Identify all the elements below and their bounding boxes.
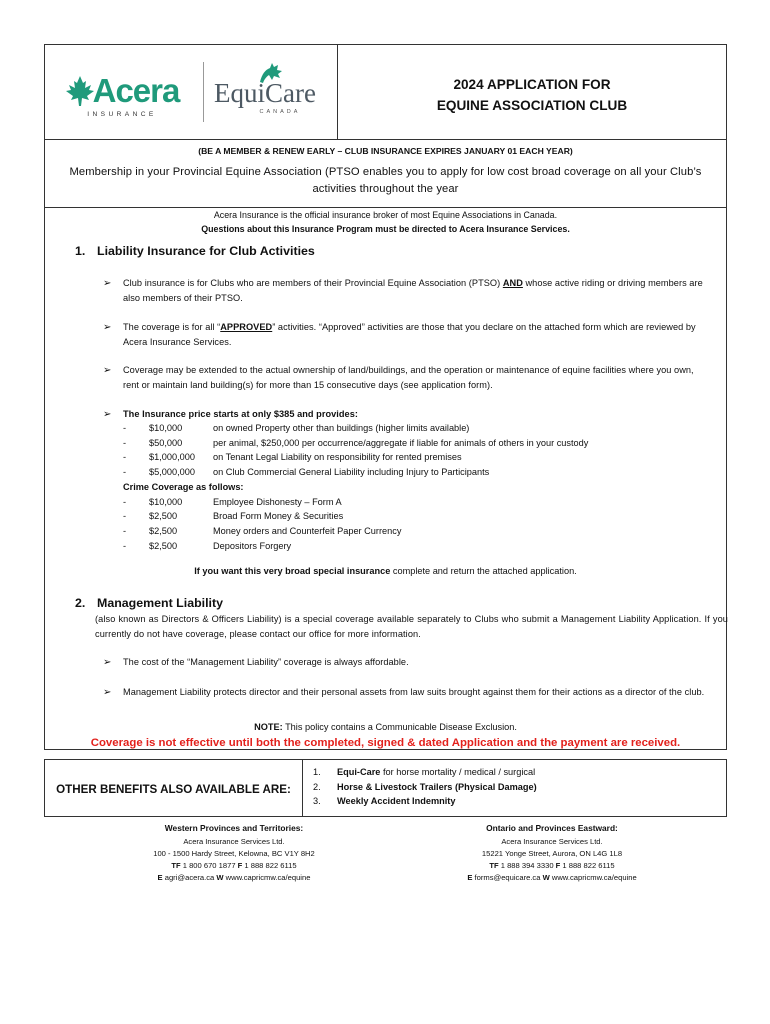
benefit-item: 3. Weekly Accident Indemnity xyxy=(313,796,456,807)
crime-heading: Crime Coverage as follows: xyxy=(123,481,244,492)
section-1-bullet-2: ➢ The coverage is for all “APPROVED” activities. “Approved” activities are those that you declare on the attached form which are reviewed by Acera Insurance Services. xyxy=(103,322,696,347)
main-content-box xyxy=(44,140,727,750)
eastern-phone: TF 1 888 394 3330 F 1 888 822 6115 xyxy=(489,860,615,870)
crime-item: - $2,500 Depositors Forgery xyxy=(123,540,292,551)
equicare-logo-text: EquiCare xyxy=(214,77,316,108)
logo-divider xyxy=(203,62,204,122)
renewal-notice: (BE A MEMBER & RENEW EARLY – CLUB INSURANCE EXPIRES JANUARY 01 EACH YEAR) xyxy=(198,146,573,156)
section-1-title: Liability Insurance for Club Activities xyxy=(97,244,315,258)
section-2-bullet-2: ➢ Management Liability protects director and their personal assets from law suits brought against them for their actions as a director of the club. xyxy=(123,685,707,700)
coverage-warning: Coverage is not effective until both the completed, signed & dated Application and the payment are received. xyxy=(90,737,681,749)
western-address: 100 - 1500 Hardy Street, Kelowna, BC V1Y 8H2 xyxy=(153,848,315,858)
eastern-address: 15221 Yonge Street, Aurora, ON L4G 1L8 xyxy=(481,848,623,858)
benefit-item: 2. Horse & Livestock Trailers (Physical Damage) xyxy=(313,781,537,792)
eastern-contact xyxy=(432,822,672,883)
equicare-logo xyxy=(214,68,316,117)
western-email-web: E agri@acera.ca W www.capricmw.ca/equine xyxy=(157,872,311,882)
application-cta: If you want this very broad special insurance complete and return the attached application. xyxy=(194,566,577,576)
western-email-link[interactable]: agri@acera.ca xyxy=(162,872,217,882)
membership-text: Membership in your Provincial Equine Association (PTSO enables you to apply for low cost broad coverage on all your Club’s activities throughout the year xyxy=(69,166,702,195)
logo-area xyxy=(45,45,338,139)
acera-logo-text: Acera xyxy=(92,71,180,109)
price-list xyxy=(123,421,588,553)
title-line-1: 2024 APPLICATION FOR xyxy=(453,76,611,92)
western-phone: TF 1 800 670 1877 F 1 888 822 6115 xyxy=(171,860,297,870)
section-2-number: 2. xyxy=(75,596,86,610)
price-item: - $5,000,000 on Club Commercial General Liability including Injury to Participants xyxy=(123,467,490,478)
exclusion-note: NOTE: This policy contains a Communicable Disease Exclusion. xyxy=(254,722,517,732)
eastern-web-link[interactable]: www.capricmw.ca/equine xyxy=(549,872,637,882)
other-benefits-box xyxy=(44,759,727,817)
section-1-number: 1. xyxy=(75,244,86,258)
price-item: - $10,000 on owned Property other than buildings (higher limits available) xyxy=(123,423,470,433)
acera-logo-subtext: INSURANCE xyxy=(87,110,157,118)
western-contact-title: Western Provinces and Territories: xyxy=(164,823,304,833)
crime-item: - $10,000 Employee Dishonesty – Form A xyxy=(123,496,342,507)
eastern-company: Acera Insurance Services Ltd. xyxy=(501,837,603,847)
maple-leaf-icon xyxy=(65,75,95,107)
benefit-item: 1. Equi-Care for horse mortality / medical / surgical xyxy=(313,767,536,777)
western-contact xyxy=(114,822,354,883)
membership-banner xyxy=(45,140,726,208)
management-liability-description: (also known as Directors & Officers Liability) is a special coverage available separately to Clubs who submit a Management Liability Application. If you currently do not have coverage, please contact our office for more information. xyxy=(95,614,728,639)
price-item: - $50,000 per animal, $250,000 per occurrence/aggregate if liable for animals of others in your custody xyxy=(123,437,589,448)
section-1-heading xyxy=(75,243,315,261)
section-2-heading xyxy=(75,595,223,613)
equicare-logo-subtext: CANADA xyxy=(259,108,301,115)
arrow-bullet-icon: ➢ xyxy=(103,657,112,668)
price-item: - $1,000,000 on Tenant Legal Liability on responsibility for rented premises xyxy=(123,452,462,463)
crime-item: - $2,500 Money orders and Counterfeit Paper Currency xyxy=(123,526,402,537)
benefits-list xyxy=(303,760,726,816)
eastern-contact-title: Ontario and Provinces Eastward: xyxy=(486,823,618,833)
arrow-bullet-icon: ➢ xyxy=(103,687,112,698)
arrow-bullet-icon: ➢ xyxy=(103,322,112,333)
crime-item: - $2,500 Broad Form Money & Securities xyxy=(123,511,344,522)
official-line-2: Questions about this Insurance Program must be directed to Acera Insurance Services. xyxy=(201,223,570,234)
official-broker-note xyxy=(45,209,726,237)
acera-logo xyxy=(63,65,181,119)
section-1-bullet-1: ➢ Club insurance is for Clubs who are members of their Provincial Equine Association (PTSO) AND whose active riding or driving members are also members of their PTSO. xyxy=(103,278,703,303)
arrow-bullet-icon: ➢ xyxy=(103,365,112,376)
section-2-bullet-1: ➢ The cost of the “Management Liability” coverage is always affordable. xyxy=(123,655,707,670)
document-title xyxy=(338,45,726,139)
western-web-link[interactable]: www.capricmw.ca/equine xyxy=(223,872,311,882)
arrow-bullet-icon: ➢ xyxy=(103,278,112,289)
benefits-label: OTHER BENEFITS ALSO AVAILABLE ARE: xyxy=(45,760,303,816)
eastern-email-link[interactable]: forms@equicare.ca xyxy=(472,872,543,882)
eastern-email-web: E forms@equicare.ca W www.capricmw.ca/equine xyxy=(467,872,637,882)
title-line-2: EQUINE ASSOCIATION CLUB xyxy=(436,98,628,113)
header xyxy=(44,44,727,140)
western-company: Acera Insurance Services Ltd. xyxy=(183,837,285,847)
section-1-bullet-3: ➢ Coverage may be extended to the actual ownership of land/buildings, and the operation or maintenance of equine facilities where you own, rent or maintain land building(s) for more than 15 consecutive days (see application form). xyxy=(103,365,694,390)
official-line-1: Acera Insurance is the official insurance broker of most Equine Associations in Canada. xyxy=(213,210,558,220)
horse-leaf-icon xyxy=(256,62,284,84)
section-2-title: Management Liability xyxy=(97,596,223,610)
price-heading: ➢ The Insurance price starts at only $385 and provides: xyxy=(123,407,707,422)
arrow-bullet-icon: ➢ xyxy=(103,409,112,420)
